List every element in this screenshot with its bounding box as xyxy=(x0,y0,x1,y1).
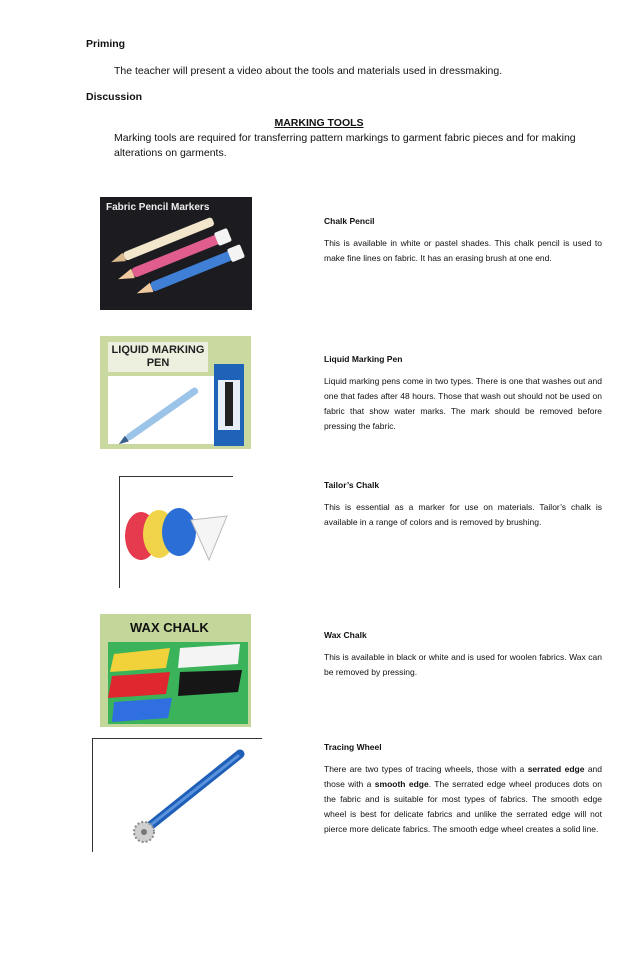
item-desc-tailors-chalk: This is essential as a marker for use on materials. Tailor’s chalk is available in a range of colors and is removed by brushing. xyxy=(324,502,602,527)
desc-part-1: There are two types of tracing wheels, those with a xyxy=(324,764,528,774)
smooth-edge-term: smooth edge xyxy=(374,779,429,789)
chalk-pencil-image xyxy=(100,197,252,310)
desc-part-2: and those with a xyxy=(324,764,602,789)
item-title-tracing-wheel: Tracing Wheel xyxy=(324,742,382,752)
tracing-wheel-illustration xyxy=(90,738,262,852)
intro-line-1: Marking tools are required for transferring pattern markings to garment fabric pieces and for making xyxy=(114,132,576,144)
wax-blocks-illustration xyxy=(100,614,251,727)
tracing-wheel-image xyxy=(90,738,262,852)
section-title: MARKING TOOLS xyxy=(274,117,364,129)
item-desc-chalk-pencil: This is available in white or pastel shades. This chalk pencil is used to make fine lines on fabric. It has an erasing brush at one end. xyxy=(324,238,602,263)
tailors-chalk-image xyxy=(119,476,233,588)
pen-illustration xyxy=(100,336,251,449)
item-title-chalk-pencil: Chalk Pencil xyxy=(324,216,375,226)
image-caption-line-1: LIQUID MARKING xyxy=(111,344,205,356)
liquid-marking-pen-image xyxy=(100,336,251,449)
item-title-tailors-chalk: Tailor’s Chalk xyxy=(324,480,380,490)
image-caption-line-2: PEN xyxy=(146,357,170,369)
image-caption: WAX CHALK xyxy=(130,620,209,635)
item-title-liquid-marking-pen: Liquid Marking Pen xyxy=(324,354,403,364)
image-caption: Fabric Pencil Markers xyxy=(106,202,210,213)
priming-text: The teacher will present a video about the tools and materials used in dressmaking. xyxy=(114,65,503,77)
priming-heading: Priming xyxy=(86,38,126,50)
desc-part-3: . The serrated edge wheel produces dots on the fabric and is suitable for most types of fabrics. The smooth edge wheel is best for delicate fabrics and unlike the serrated edge will not pierce more delicate fabrics. The smooth edge wheel creates a solid line. xyxy=(324,779,602,834)
discussion-heading: Discussion xyxy=(86,91,143,103)
serrated-edge-term: serrated edge xyxy=(527,764,585,774)
wax-chalk-image xyxy=(100,614,251,727)
item-desc-tracing-wheel xyxy=(324,762,602,837)
chalk-pieces-illustration xyxy=(119,476,233,588)
item-desc-wax-chalk: This is available in black or white and is used for woolen fabrics. Wax can be removed by pressing. xyxy=(324,652,602,677)
item-desc-liquid-marking-pen: Liquid marking pens come in two types. There is one that washes out and one that fades after 48 hours. Those that wash out should not be used on fabric that show water marks. The mark should be removed before pressing the fabric. xyxy=(324,376,602,431)
intro-line-2: alterations on garments. xyxy=(114,147,227,159)
item-title-wax-chalk: Wax Chalk xyxy=(324,630,367,640)
pencils-illustration xyxy=(100,197,252,310)
